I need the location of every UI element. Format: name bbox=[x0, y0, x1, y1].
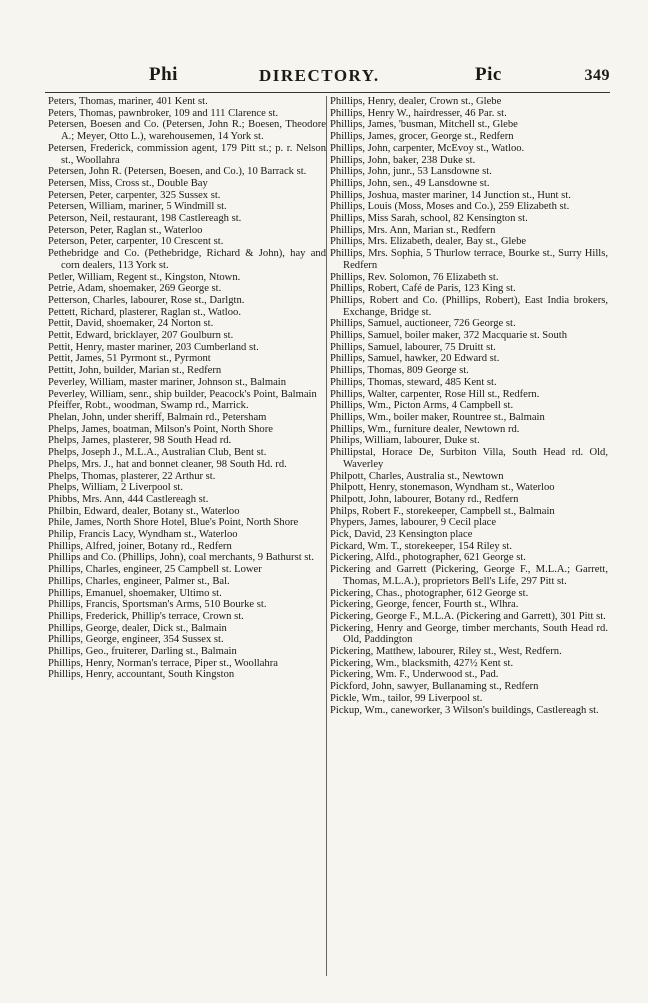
directory-entry: Phelan, John, under sheriff, Balmain rd., Petersham bbox=[48, 411, 267, 423]
directory-entry: Pickering, George F., M.L.A. (Pickering and Garrett), 301 Pitt st. bbox=[330, 610, 606, 622]
directory-entry: Phelps, James, boatman, Milson's Point, North Shore bbox=[48, 423, 273, 435]
directory-entry: Phile, James, North Shore Hotel, Blue's Point, North Shore bbox=[48, 517, 299, 529]
directory-entry: Phillips and Co. (Phillips, John), coal merchants, 9 Bathurst st. bbox=[48, 552, 315, 564]
page-header bbox=[45, 64, 610, 88]
directory-entry: Phillips, Mrs. Sophia, 5 Thurlow terrace, Bourke st., Surry Hills, Redfern bbox=[330, 248, 608, 271]
directory-entry: Phillips, Emanuel, shoemaker, Ultimo st. bbox=[48, 587, 222, 599]
page-number: 349 bbox=[584, 67, 610, 84]
directory-entry: Phillips, Robert and Co. (Phillips, Robert), East India brokers, Exchange, Bridge st. bbox=[330, 294, 608, 318]
directory-entry: Phillips, Samuel, auctioneer, 726 George st. bbox=[330, 318, 516, 330]
directory-entry: Phillipstal, Horace De, Surbiton Villa, South Head rd. Old, Waverley bbox=[330, 447, 608, 470]
directory-entry: Phillips, Mrs. Elizabeth, dealer, Bay st., Glebe bbox=[330, 236, 527, 248]
directory-entry: Phelps, James, plasterer, 98 South Head rd. bbox=[48, 435, 232, 447]
directory-entry: Peters, Thomas, mariner, 401 Kent st. bbox=[48, 96, 208, 107]
directory-entry: Pickford, John, sawyer, Bullanaming st., Redfern bbox=[330, 681, 539, 693]
directory-entry: Phelps, Mrs. J., hat and bonnet cleaner, 98 South Hd. rd. bbox=[48, 458, 287, 470]
directory-entry: Pickering, George, fencer, Fourth st., Wlhra. bbox=[330, 599, 519, 611]
directory-entry: Pettit, James, 51 Pyrmont st., Pyrmont bbox=[48, 353, 211, 365]
directory-entry: Pickering, Henry and George, timber merchants, South Head rd. Old, Paddington bbox=[330, 622, 608, 646]
directory-entry: Pethebridge and Co. (Pethebridge, Richard & John), hay and corn dealers, 113 York st. bbox=[48, 248, 326, 271]
directory-entry: Phypers, James, labourer, 9 Cecil place bbox=[330, 517, 497, 529]
directory-entry: Peverley, William, master mariner, Johnson st., Balmain bbox=[48, 376, 287, 388]
directory-entry: Pickering, Alfd., photographer, 621 George st. bbox=[330, 552, 526, 564]
directory-entry: Peters, Thomas, pawnbroker, 109 and 111 Clarence st. bbox=[48, 107, 279, 119]
left-guide-word: Phi bbox=[149, 64, 178, 85]
directory-entry: Pfeiffer, Robt., woodman, Swamp rd., Marrick. bbox=[48, 400, 249, 412]
directory-entry: Phelps, Thomas, plasterer, 22 Arthur st. bbox=[48, 470, 216, 482]
directory-entry: Peterson, Peter, Raglan st., Waterloo bbox=[48, 224, 203, 236]
page-title: DIRECTORY. bbox=[259, 66, 380, 85]
directory-entry: Phelps, Joseph J., M.L.A., Australian Club, Bent st. bbox=[48, 447, 267, 459]
directory-entry: Philpott, John, labourer, Botany rd., Redfern bbox=[330, 493, 519, 505]
directory-entry: Phillips, James, 'busman, Mitchell st., Glebe bbox=[330, 119, 518, 131]
directory-entry: Phillips, George, dealer, Dick st., Balmain bbox=[48, 622, 227, 634]
directory-entry: Pettitt, John, builder, Marian st., Redfern bbox=[48, 365, 222, 377]
directory-entry: Phillips, Louis (Moss, Moses and Co.), 259 Elizabeth st. bbox=[330, 201, 570, 213]
directory-entry: Philps, Robert F., storekeeper, Campbell st., Balmain bbox=[330, 505, 555, 517]
left-column bbox=[48, 96, 326, 681]
directory-entry: Phillips, Francis, Sportsman's Arms, 510 Bourke st. bbox=[48, 599, 267, 611]
directory-entry: Phillips, Henry, dealer, Crown st., Glebe bbox=[330, 96, 502, 107]
directory-entry: Pickering, Chas., photographer, 612 George st. bbox=[330, 587, 529, 599]
directory-entry: Peterson, Neil, restaurant, 198 Castlereagh st. bbox=[48, 213, 242, 225]
directory-entry: Phillips, Henry, accountant, South Kingston bbox=[48, 669, 235, 681]
directory-entry: Philpott, Charles, Australia st., Newtown bbox=[330, 470, 504, 482]
directory-entry: Phillips, John, sen., 49 Lansdowne st. bbox=[330, 177, 490, 189]
directory-entry: Phillips, Frederick, Phillip's terrace, Crown st. bbox=[48, 610, 244, 622]
directory-entry: Phillips, Walter, carpenter, Rose Hill st., Redfern. bbox=[330, 388, 540, 400]
directory-entry: Phillips, Wm., furniture dealer, Newtown rd. bbox=[330, 423, 520, 435]
directory-entry: Philip, Francis Lacy, Wyndham st., Waterloo bbox=[48, 529, 238, 541]
directory-entry: Phillips, John, junr., 53 Lansdowne st. bbox=[330, 166, 492, 178]
directory-entry: Pickering and Garrett (Pickering, George F., M.L.A.; Garrett, Thomas, M.L.A.), proprietors Bell's Life, 297 Pitt st. bbox=[330, 564, 608, 587]
directory-entry: Phillips, Henry W., hairdresser, 46 Par. st. bbox=[330, 107, 507, 119]
directory-entry: Pickering, Matthew, labourer, Riley st., West, Redfern. bbox=[330, 646, 562, 658]
directory-entry: Pettit, David, shoemaker, 24 Norton st. bbox=[48, 318, 214, 330]
directory-entry: Phillips, James, grocer, George st., Redfern bbox=[330, 131, 514, 143]
directory-entry: Pickering, Wm. F., Underwood st., Pad. bbox=[330, 669, 499, 681]
directory-entry: Pickup, Wm., caneworker, 3 Wilson's buildings, Castlereagh st. bbox=[330, 704, 599, 716]
directory-entry: Phillips, George, engineer, 354 Sussex st. bbox=[48, 634, 224, 646]
directory-entry: Phillips, John, carpenter, McEvoy st., Watloo. bbox=[330, 142, 525, 154]
directory-entry: Philbin, Edward, dealer, Botany st., Waterloo bbox=[48, 505, 240, 517]
header-rule bbox=[45, 92, 610, 93]
directory-entry: Petersen, Boesen and Co. (Petersen, John R.; Boesen, Theodore A.; Meyer, Otto L.), warehousemen, 14 York st. bbox=[48, 119, 326, 143]
directory-entry: Peverley, William, senr., ship builder, Peacock's Point, Balmain bbox=[48, 388, 317, 400]
directory-entry: Petersen, Frederick, commission agent, 179 Pitt st.; p. r. Nelson st., Woollahra bbox=[48, 142, 326, 166]
directory-entry: Phillips, Rev. Solomon, 76 Elizabeth st. bbox=[330, 271, 499, 283]
directory-entry: Pickle, Wm., tailor, 99 Liverpool st. bbox=[330, 692, 483, 704]
directory-entry: Phillips, Miss Sarah, school, 82 Kensington st. bbox=[330, 213, 528, 225]
directory-entry: Phillips, Geo., fruiterer, Darling st., Balmain bbox=[48, 646, 237, 658]
directory-entry: Phillips, Robert, Café de Paris, 123 King st. bbox=[330, 283, 516, 295]
directory-entry: Phibbs, Mrs. Ann, 444 Castlereagh st. bbox=[48, 493, 209, 505]
directory-entry: Philpott, Henry, stonemason, Wyndham st., Waterloo bbox=[330, 482, 555, 494]
directory-entry: Phillips, Charles, engineer, Palmer st., Bal. bbox=[48, 575, 230, 587]
directory-entry: Phillips, Samuel, boiler maker, 372 Macquarie st. South bbox=[330, 330, 568, 342]
directory-entry: Peterson, Peter, carpenter, 10 Crescent st. bbox=[48, 236, 224, 248]
directory-entry: Phillips, Henry, Norman's terrace, Piper st., Woollahra bbox=[48, 657, 278, 669]
directory-entry: Phillips, Thomas, steward, 485 Kent st. bbox=[330, 376, 497, 388]
directory-entry: Petersen, William, mariner, 5 Windmill st. bbox=[48, 201, 227, 213]
directory-entry: Pickering, Wm., blacksmith, 427½ Kent st. bbox=[330, 657, 514, 669]
directory-entry: Petersen, Miss, Cross st., Double Bay bbox=[48, 177, 208, 189]
directory-entry: Petersen, John R. (Petersen, Boesen, and Co.), 10 Barrack st. bbox=[48, 166, 307, 178]
directory-entry: Petersen, Peter, carpenter, 325 Sussex st. bbox=[48, 189, 221, 201]
directory-entry: Petrie, Adam, shoemaker, 269 George st. bbox=[48, 283, 222, 295]
column-divider bbox=[326, 96, 327, 976]
directory-entry: Phillips, Samuel, hawker, 20 Edward st. bbox=[330, 353, 500, 365]
directory-entry: Pickard, Wm. T., storekeeper, 154 Riley st. bbox=[330, 540, 512, 552]
directory-entry: Phillips, Wm., Picton Arms, 4 Campbell st. bbox=[330, 400, 514, 412]
directory-entry: Phillips, Charles, engineer, 25 Campbell st. Lower bbox=[48, 564, 262, 576]
directory-entry: Pettett, Richard, plasterer, Raglan st., Watloo. bbox=[48, 306, 241, 318]
directory-entry: Pettit, Edward, bricklayer, 207 Goulburn st. bbox=[48, 330, 234, 342]
directory-entry: Phillips, Alfred, joiner, Botany rd., Redfern bbox=[48, 540, 232, 552]
directory-entry: Pettit, Henry, master mariner, 203 Cumberland st. bbox=[48, 341, 259, 353]
directory-entry: Phelps, William, 2 Liverpool st. bbox=[48, 482, 184, 494]
directory-entry: Petterson, Charles, labourer, Rose st., Darlgtn. bbox=[48, 294, 245, 306]
directory-entry: Phillips, Wm., boiler maker, Rountree st., Balmain bbox=[330, 411, 545, 423]
directory-entry: Phillips, Joshua, master mariner, 14 Junction st., Hunt st. bbox=[330, 189, 571, 201]
directory-entry: Petler, William, Regent st., Kingston, Ntown. bbox=[48, 271, 241, 283]
directory-entry: Phillips, Mrs. Ann, Marian st., Redfern bbox=[330, 224, 496, 236]
directory-entry: Phillips, Thomas, 809 George st. bbox=[330, 365, 469, 377]
directory-entry: Philips, William, labourer, Duke st. bbox=[330, 435, 480, 447]
right-column bbox=[330, 96, 608, 716]
directory-entry: Pick, David, 23 Kensington place bbox=[330, 529, 473, 541]
directory-entry: Phillips, Samuel, labourer, 75 Druitt st. bbox=[330, 341, 496, 353]
right-guide-word: Pic bbox=[475, 64, 502, 85]
directory-entry: Phillips, John, baker, 238 Duke st. bbox=[330, 154, 476, 166]
